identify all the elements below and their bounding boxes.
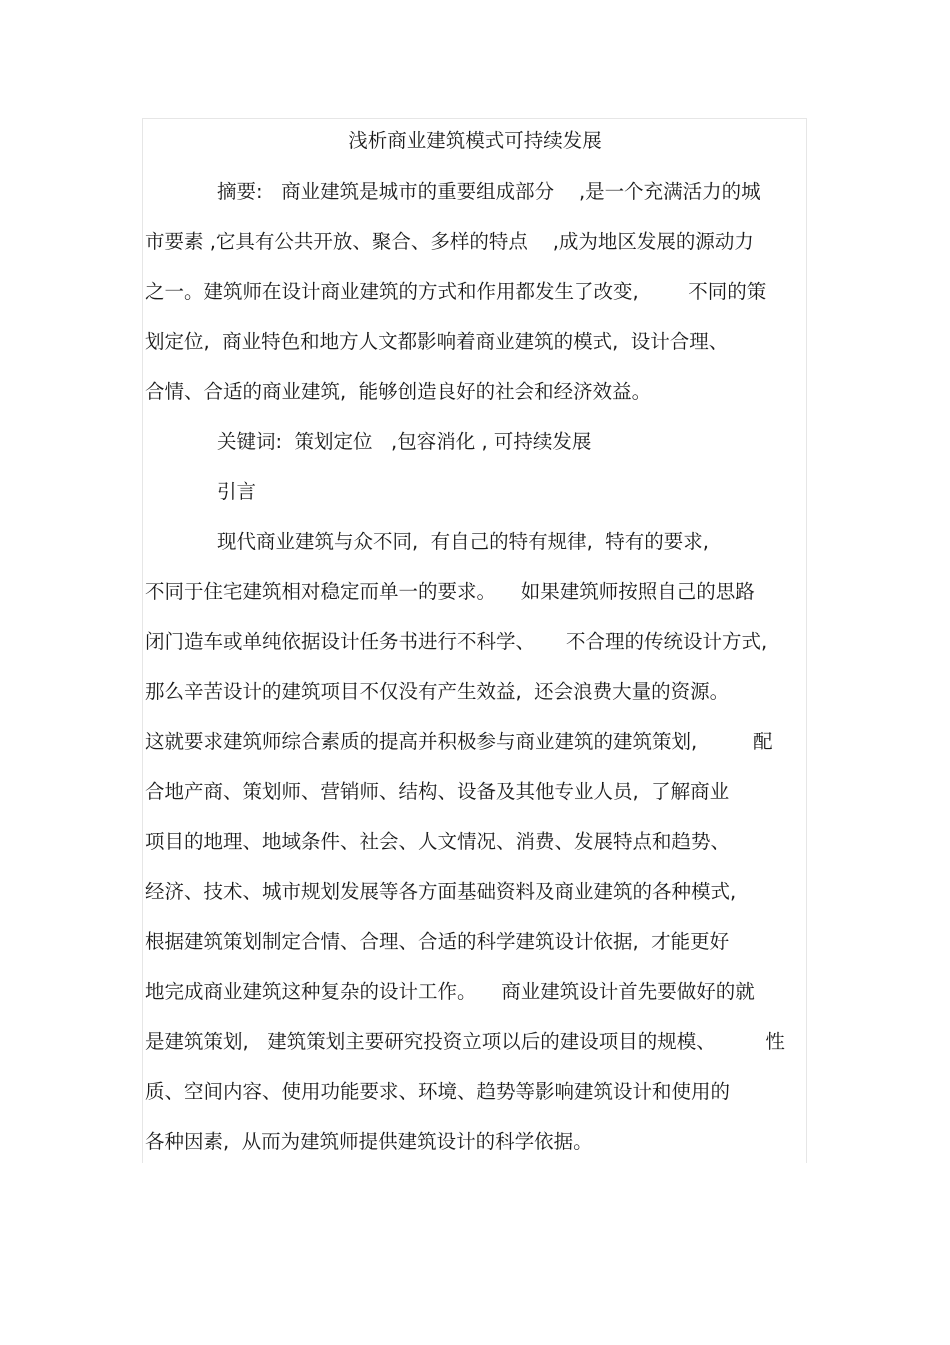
body-line-7: 项目的地理、地域条件、社会、人文情况、消费、发展特点和趋势、 (145, 830, 731, 853)
body-line-5: 这就要求建筑师综合素质的提高并积极参与商业建筑的建筑策划, 配 (145, 730, 773, 753)
keywords-line: 关键词: 策划定位 ,包容消化 , 可持续发展 (217, 430, 592, 453)
section-heading-introduction: 引言 (217, 480, 257, 503)
body-line-3: 闭门造车或单纯依据设计任务书进行不科学、 不合理的传统设计方式, (145, 630, 768, 653)
body-line-2: 不同于住宅建筑相对稳定而单一的要求。 如果建筑师按照自己的思路 (145, 580, 755, 603)
abstract-line-3: 之一。建筑师在设计商业建筑的方式和作用都发生了改变, 不同的策 (145, 280, 767, 303)
abstract-line-1: 摘要: 商业建筑是城市的重要组成部分 ,是一个充满活力的城 (217, 180, 761, 203)
body-line-4: 那么辛苦设计的建筑项目不仅没有产生效益, 还会浪费大量的资源。 (145, 680, 730, 703)
body-line-1: 现代商业建筑与众不同, 有自己的特有规律, 特有的要求, (217, 530, 709, 553)
abstract-line-2: 市要素 ,它具有公共开放、聚合、多样的特点 ,成为地区发展的源动力 (145, 230, 754, 253)
body-line-9: 根据建筑策划制定合情、合理、合适的科学建筑设计依据, 才能更好 (145, 930, 730, 953)
body-line-8: 经济、技术、城市规划发展等各方面基础资料及商业建筑的各种模式, (145, 880, 737, 903)
abstract-line-5: 合情、合适的商业建筑, 能够创造良好的社会和经济效益。 (145, 380, 652, 403)
abstract-line-4: 划定位, 商业特色和地方人文都影响着商业建筑的模式, 设计合理、 (145, 330, 729, 353)
body-line-12: 质、空间内容、使用功能要求、环境、趋势等影响建筑设计和使用的 (145, 1080, 731, 1103)
body-line-6: 合地产商、策划师、营销师、结构、设备及其他专业人员, 了解商业 (145, 780, 730, 803)
body-line-13: 各种因素, 从而为建筑师提供建筑设计的科学依据。 (145, 1130, 593, 1153)
body-line-11: 是建筑策划, 建筑策划主要研究投资立项以后的建设项目的规模、 性 (145, 1030, 785, 1053)
body-line-10: 地完成商业建筑这种复杂的设计工作。 商业建筑设计首先要做好的就 (145, 980, 755, 1003)
document-title: 浅析商业建筑模式可持续发展 (348, 129, 602, 152)
